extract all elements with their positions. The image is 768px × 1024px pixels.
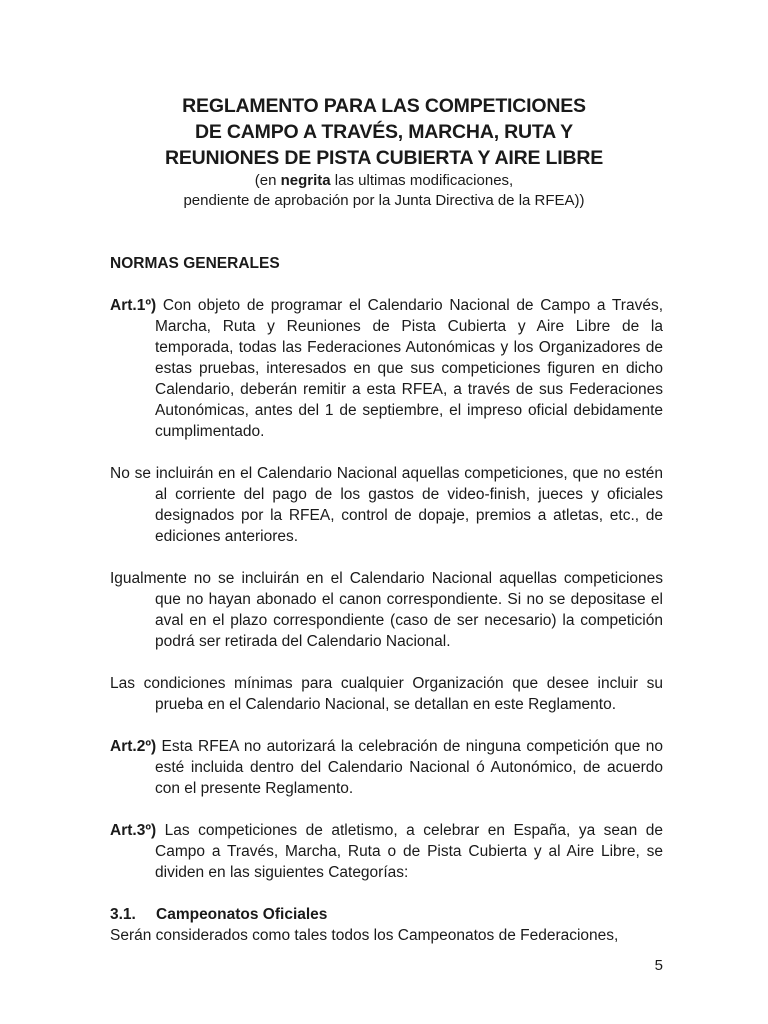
article-2 (110, 736, 663, 799)
article-1-text: Con objeto de programar el Calendario Nacional de Campo a Través, Marcha, Ruta y Reuniones de Pista Cubierta y Aire Libre de la temporada, todas las Federaciones Autonómicas y los Organizadores de estas pruebas, interesados en que sus competiciones figuren en dicho Calendario, deberán remitir a esta RFEA, a través de sus Federaciones Autonómicas, antes del 1 de septiembre, el impreso oficial debidamente cumplimentado. (155, 297, 663, 440)
subsection-title: Campeonatos Oficiales (156, 906, 328, 923)
subtitle-bold-word: negrita (280, 172, 331, 189)
subtitle-before: (en (254, 172, 281, 189)
paragraph-minimum-conditions: Las condiciones mínimas para cualquier Organización que desee incluir su prueba en el Calendario Nacional, se detallan en este Reglamento. (110, 675, 663, 713)
page-number: 5 (654, 957, 663, 974)
title-line-3: REUNIONES DE PISTA CUBIERTA Y AIRE LIBRE (164, 147, 604, 169)
article-3-text: Las competiciones de atletismo, a celebrar en España, ya sean de Campo a Través, Marcha, Ruta o de Pista Cubierta y al Aire Libre, se dividen en las siguientes Categorías: (155, 822, 663, 881)
document-body (110, 253, 663, 946)
article-1 (110, 295, 663, 442)
article-1-label: Art.1º) (110, 297, 157, 314)
title-line-1: REGLAMENTO PARA LAS COMPETICIONES (182, 95, 586, 117)
subsection-number: 3.1. (110, 906, 136, 923)
paragraph-calendar-exclusion: No se incluirán en el Calendario Nacional aquellas competiciones, que no estén al corriente del pago de los gastos de video-finish, jueces y oficiales designados por la RFEA, control de dopaje, premios a atletas, etc., de ediciones anteriores. (110, 465, 663, 545)
article-2-text: Esta RFEA no autorizará la celebración de ninguna competición que no esté incluida dentro del Calendario Nacional ó Autonómico, de acuerdo con el presente Reglamento. (155, 738, 663, 797)
section-heading: NORMAS GENERALES (110, 255, 280, 272)
subsection-3-1-heading (110, 904, 663, 925)
article-2-label: Art.2º) (110, 738, 157, 755)
article-3 (110, 820, 663, 883)
document-title (0, 93, 768, 211)
article-3-label: Art.3º) (110, 822, 157, 839)
subtitle-line-2: pendiente de aprobación por la Junta Directiva de la RFEA)) (183, 192, 585, 209)
subtitle-line-1 (0, 171, 768, 191)
subtitle-after: las ultimas modificaciones, (330, 172, 514, 189)
paragraph-canon: Igualmente no se incluirán en el Calendario Nacional aquellas competiciones que no hayan abonado el canon correspondiente. Si no se depositase el aval en el plazo correspondiente (caso de ser necesario) la competición podrá ser retirada del Calendario Nacional. (110, 570, 663, 650)
title-line-2: DE CAMPO A TRAVÉS, MARCHA, RUTA Y (195, 121, 573, 143)
subsection-3-1-text: Serán considerados como tales todos los Campeonatos de Federaciones, (110, 927, 619, 944)
